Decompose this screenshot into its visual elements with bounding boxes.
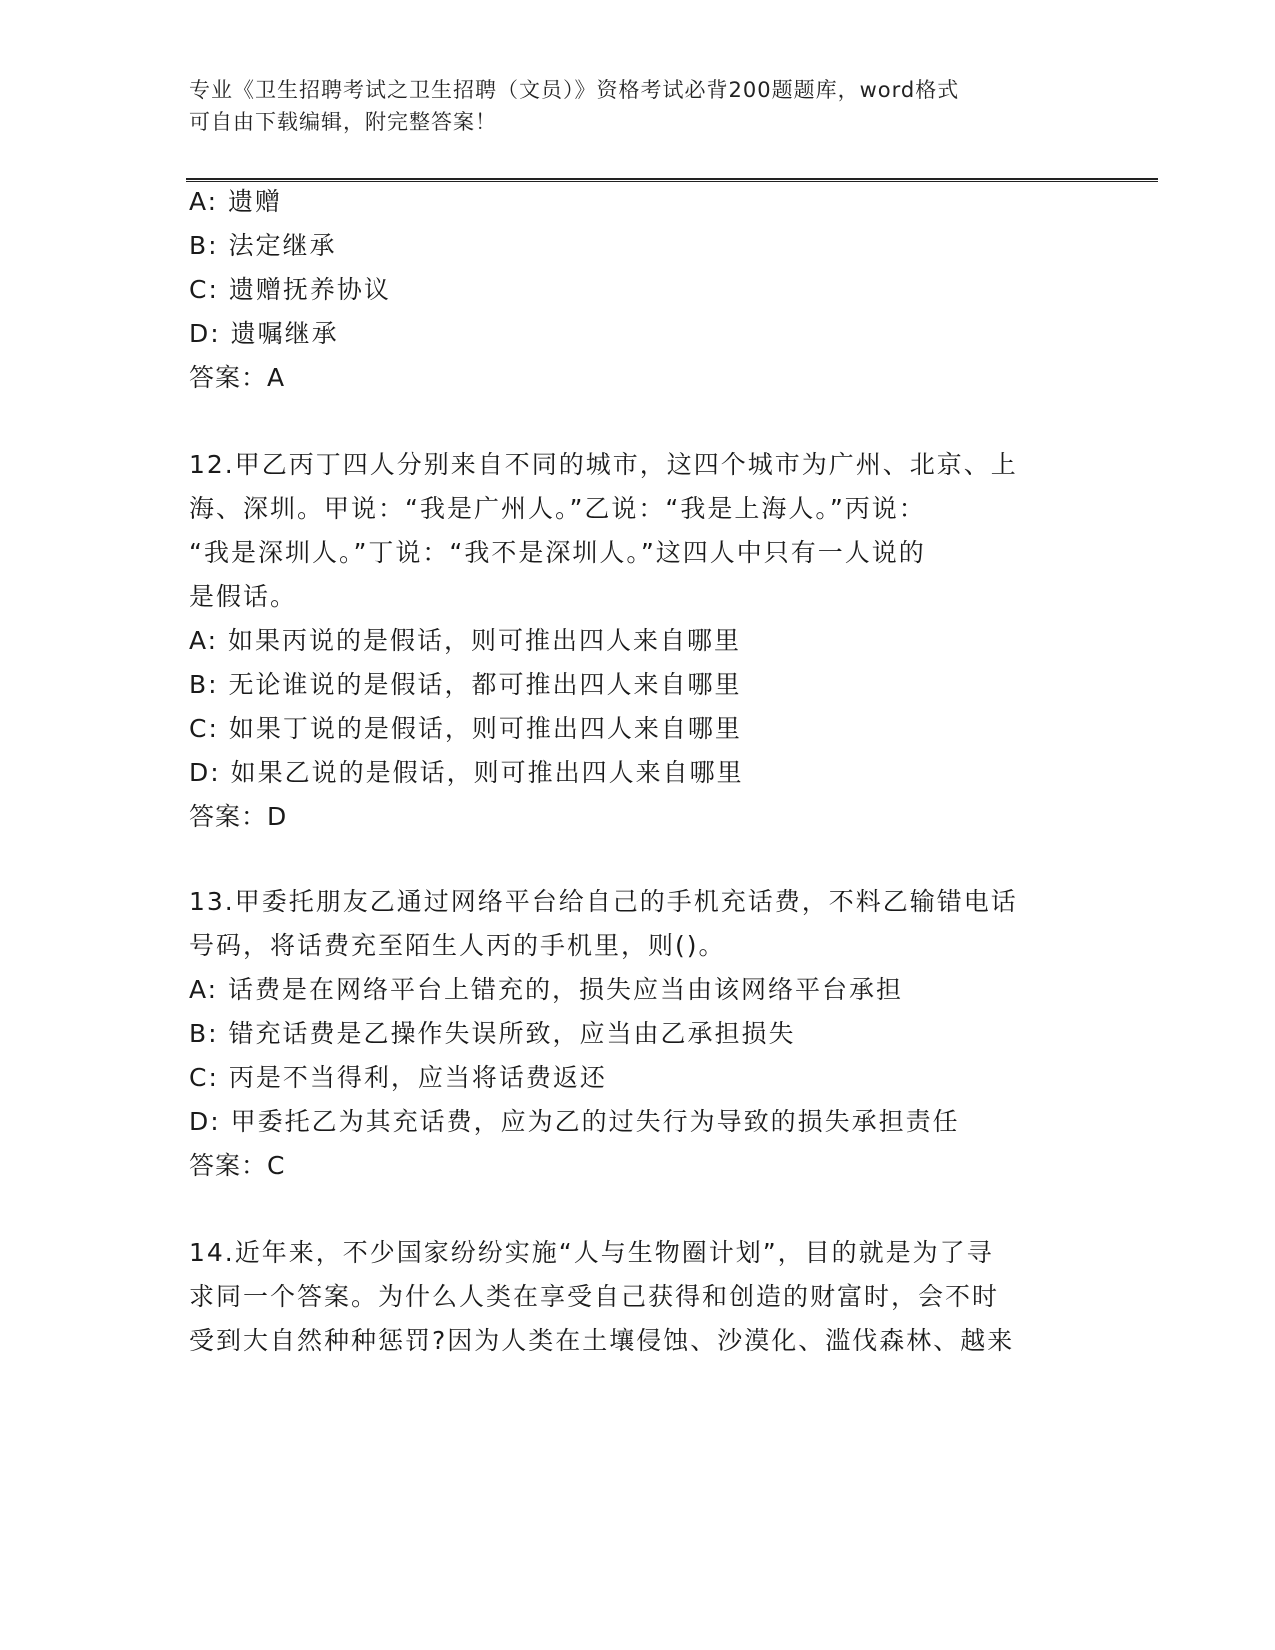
header-line-1: 专业《卫生招聘考试之卫生招聘（文员）》资格考试必背200题题库，word格式 [189, 78, 960, 102]
q11-option-d: D: 遗嘱继承 [189, 319, 339, 348]
q12-option-b: B: 无论谁说的是假话，都可推出四人来自哪里 [189, 670, 742, 699]
document-header [189, 74, 1069, 138]
q12-option-c: C: 如果丁说的是假话，则可推出四人来自哪里 [189, 714, 742, 743]
q12-stem-line-4: 是假话。 [189, 582, 298, 611]
q12-stem-line-3: “我是深圳人。”丁说：“我不是深圳人。”这四人中只有一人说的 [189, 538, 926, 567]
q12-option-a: A: 如果丙说的是假话，则可推出四人来自哪里 [189, 626, 742, 655]
q13-answer: 答案：C [189, 1151, 286, 1180]
q13-option-a: A: 话费是在网络平台上错充的，损失应当由该网络平台承担 [189, 975, 904, 1004]
q13-option-b: B: 错充话费是乙操作失误所致，应当由乙承担损失 [189, 1019, 796, 1048]
q13-option-c: C: 丙是不当得利，应当将话费返还 [189, 1063, 607, 1092]
q11-option-c: C: 遗赠抚养协议 [189, 275, 391, 304]
q12-stem-line-1: 12.甲乙丙丁四人分别来自不同的城市，这四个城市为广州、北京、上 [189, 450, 1018, 479]
q11-option-b: B: 法定继承 [189, 231, 337, 260]
q13-stem-line-2: 号码，将话费充至陌生人丙的手机里，则()。 [189, 931, 726, 960]
q14-stem-line-2: 求同一个答案。为什么人类在享受自己获得和创造的财富时，会不时 [189, 1282, 1000, 1311]
q14-stem-line-3: 受到大自然种种惩罚?因为人类在土壤侵蚀、沙漠化、滥伐森林、越来 [189, 1326, 1015, 1355]
q12-option-d: D: 如果乙说的是假话，则可推出四人来自哪里 [189, 758, 744, 787]
q12-answer: 答案：D [189, 802, 288, 831]
header-line-2: 可自由下载编辑，附完整答案！ [189, 110, 497, 134]
q12-stem-line-2: 海、深圳。甲说：“我是广州人。”乙说：“我是上海人。”丙说： [189, 494, 926, 523]
header-divider [186, 178, 1158, 182]
q13-option-d: D: 甲委托乙为其充话费，应为乙的过失行为导致的损失承担责任 [189, 1107, 960, 1136]
q13-stem-line-1: 13.甲委托朋友乙通过网络平台给自己的手机充话费，不料乙输错电话 [189, 887, 1018, 916]
q11-answer: 答案：A [189, 363, 286, 392]
q14-stem-line-1: 14.近年来，不少国家纷纷实施“人与生物圈计划”，目的就是为了寻 [189, 1238, 994, 1267]
q11-option-a: A: 遗赠 [189, 187, 283, 216]
